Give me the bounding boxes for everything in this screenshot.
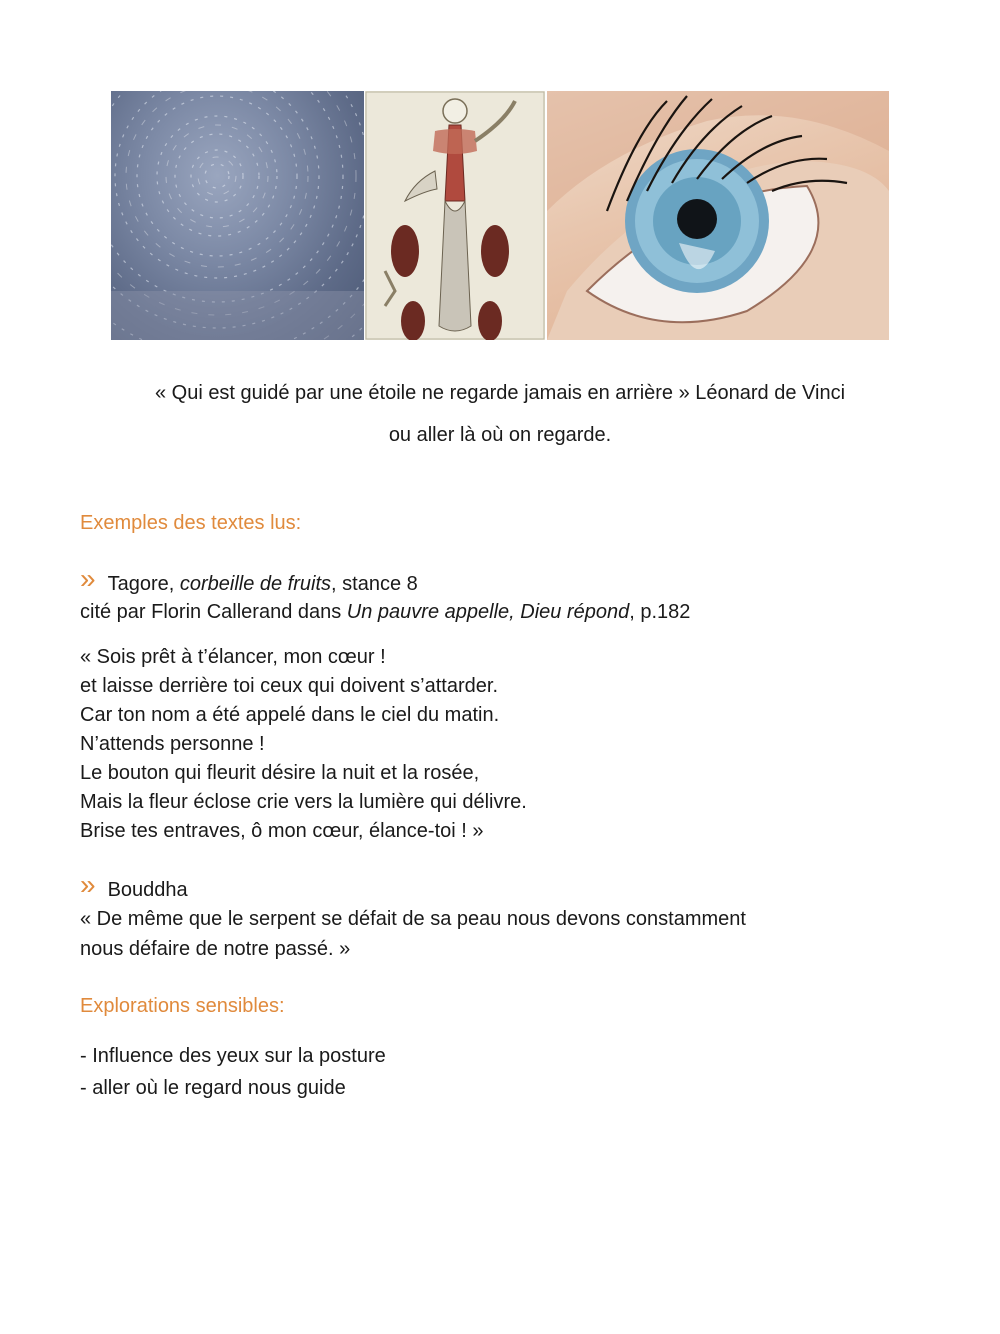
chevron-bullet-icon: » [80,869,96,900]
tagore-author: Tagore, [107,573,180,595]
tagore-work-title: corbeille de fruits [179,573,332,595]
poem-line: Mais la fleur éclose crie vers la lumière qui délivre. [80,791,527,813]
section-title-examples: Exemples des textes lus: [80,512,302,534]
leonard-quote-subline: ou aller là où on regarde. [388,424,612,446]
leonard-quote-line: « Qui est guidé par une étoile ne regarde jamais en arrière » Léonard de Vinci [154,382,846,404]
bouddha-quote-line: « De même que le serpent se défait de sa peau nous devons constamment [80,908,746,930]
poem-line: N’attends personne ! [80,733,265,755]
star-trails-photo [111,91,364,340]
bouddha-author: Bouddha [107,879,188,901]
citation-prefix: cité par Florin Callerand dans [80,601,347,623]
poem-line: « Sois prêt à t’élancer, mon cœur ! [80,646,386,668]
citation-page: , p.182 [629,601,691,623]
exploration-item: - Influence des yeux sur la posture [80,1045,386,1067]
chevron-bullet-icon: » [80,563,96,594]
bouddha-entry-heading [80,871,188,903]
bouddha-quote-line: nous défaire de notre passé. » [80,938,351,960]
exploration-item: - aller où le regard nous guide [80,1077,346,1099]
anatomical-engraving [365,91,545,340]
tagore-stance: , stance 8 [331,573,418,595]
tagore-entry-heading [80,565,418,597]
section-title-explorations: Explorations sensibles: [80,995,285,1017]
poem-line: Car ton nom a été appelé dans le ciel du matin. [80,704,500,726]
citation-work-title: Un pauvre appelle, Dieu répond [346,601,630,623]
poem-line: Brise tes entraves, ô mon cœur, élance-toi ! » [80,820,484,842]
blue-eye-photo [547,91,889,340]
poem-line: et laisse derrière toi ceux qui doivent s’attarder. [80,675,498,697]
poem-line: Le bouton qui fleurit désire la nuit et la rosée, [80,762,480,784]
tagore-citation [80,601,690,624]
banner-image-strip [111,91,889,340]
